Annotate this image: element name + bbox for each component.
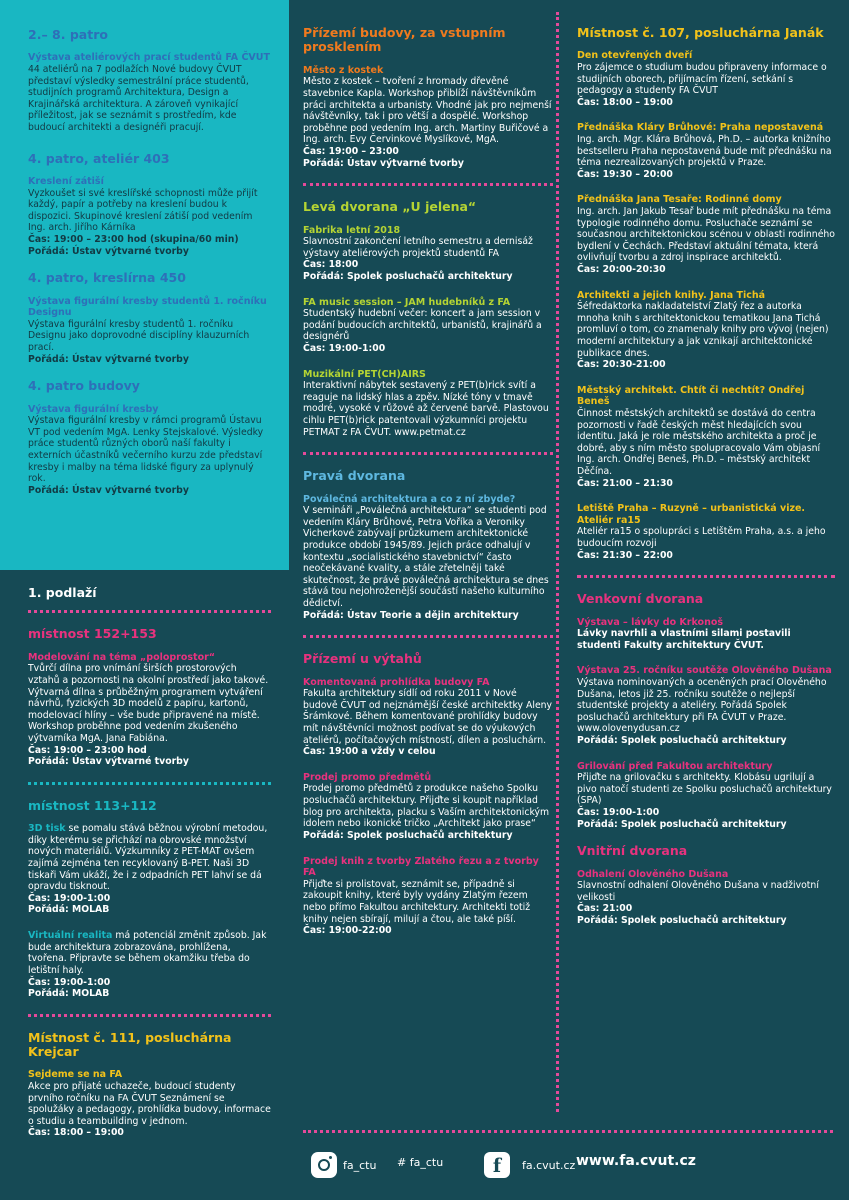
event-organizer: Pořádá: Ústav výtvarné tvorby bbox=[303, 157, 464, 169]
section-heading: 2.– 8. patro bbox=[28, 27, 108, 42]
dotted-divider bbox=[303, 1130, 833, 1133]
event-desc: Prodej promo předmětů z produkce našeho Spolku posluchačů architektury. Přijďte si koupit například blog pro architekta, placku s Vaším architektonickým idolem nebo ikonické tričko „Architekt jako prase“ bbox=[303, 783, 550, 830]
event-title: Přednáška Jana Tesaře: Rodinné domy bbox=[577, 194, 782, 206]
section-heading: Vnitřní dvorana bbox=[577, 843, 688, 859]
section-heading: Levá dvorana „U jelena“ bbox=[303, 199, 477, 215]
event-desc: Výstava figurální kresby studentů 1. ročníku Designu jako doprovodné disciplíny klauzurních prací. bbox=[28, 318, 250, 353]
event-title: Výstava – lávky do Krkonoš bbox=[577, 616, 724, 628]
hashtag-text: # fa_ctu bbox=[397, 1156, 444, 1169]
event-item bbox=[577, 665, 835, 746]
facebook-link[interactable] bbox=[484, 1152, 575, 1178]
event-time: Čas: 18:00 – 19:00 bbox=[577, 96, 673, 108]
event-title: Den otevřených dveří bbox=[577, 50, 693, 62]
event-desc: Lávky navrhli a vlastními silami postavili studenti Fakulty architektury ČVUT. bbox=[577, 628, 791, 651]
dotted-divider bbox=[303, 183, 553, 186]
event-time: Čas: 19:00-1:00 bbox=[577, 807, 660, 819]
facebook-icon: f bbox=[484, 1152, 510, 1178]
event-title: Grilování před Fakultou architektury bbox=[577, 760, 773, 772]
column-2 bbox=[289, 0, 565, 1130]
event-desc: Akce pro přijaté uchazeče, budoucí studenty prvního ročníku na FA ČVUT Seznámení se spolužáky a pedagogy, prohlídka budovy, informace o studiu a teambuilding v jednom. bbox=[28, 1081, 271, 1127]
section-heading: místnost 113+112 bbox=[28, 797, 157, 813]
event-desc: Ateliér ra15 o spolupráci s Letištěm Praha, a.s. a jeho budoucím rozvoji bbox=[577, 526, 826, 550]
section-heading: 4. patro budovy bbox=[28, 378, 140, 394]
website-link[interactable] bbox=[576, 1153, 696, 1169]
event-desc: Vyzkoušet si své kreslířské schopnosti může přijít každý, papír a potřeby na kreslení budou k dispozici. Skupinové kreslení zátiší pod vedením Ing. arch. Jiřího Kárníka bbox=[28, 187, 258, 234]
vertical-dotted-divider bbox=[556, 12, 559, 1112]
event-title: FA music session – JAM hudebníků z FA bbox=[303, 296, 511, 308]
event-time: Čas: 19:00 – 23:00 hod bbox=[28, 744, 147, 756]
event-item bbox=[28, 404, 271, 497]
event-time: Čas: 20:00-20:30 bbox=[577, 264, 666, 276]
event-desc: Pro zájemce o studium budou připraveny informace o studijních oborech, přijímacím řízení, setkání s pedagogy a studenty FA ČVUT bbox=[577, 61, 827, 97]
section-heading: Přízemí budovy, za vstupním prosklením bbox=[303, 25, 506, 55]
column-1 bbox=[0, 0, 289, 1200]
event-item bbox=[577, 290, 835, 371]
event-item bbox=[28, 930, 271, 1000]
event-title: Letiště Praha – Ruzyně – urbanistická vize. Ateliér ra15 bbox=[577, 503, 806, 526]
event-organizer: Pořádá: MOLAB bbox=[28, 988, 110, 1000]
event-item bbox=[28, 652, 271, 768]
event-time: Čas: 19:00-1:00 bbox=[303, 343, 386, 354]
event-organizer: Pořádá: MOLAB bbox=[28, 904, 110, 916]
section-heading: 4. patro, kreslírna 450 bbox=[28, 270, 186, 286]
event-title: Muzikální PET(CH)AIRS bbox=[303, 368, 426, 380]
section-heading: 4. patro, ateliér 403 bbox=[28, 150, 170, 166]
instagram-handle: fa_ctu bbox=[343, 1158, 377, 1172]
event-item bbox=[577, 385, 835, 489]
event-time: Čas: 19:00-1:00 bbox=[28, 892, 111, 904]
event-desc: Město z kostek – tvoření z hromady dřevěné stavebnice Kapla. Workshop přiblíží návštěvníkům práci architekta a urbanisty. Vhodné jak pro nejmenší návštěvníky, tak i pro větší a dospělé. Workshop proběhne pod vedením Ing. arch. Martiny Buřičové a Ing. arch. Evy Červinkové Myslíkové, MgA. bbox=[303, 76, 552, 146]
event-item bbox=[577, 122, 835, 180]
event-time: Čas: 18:00 – 19:00 bbox=[28, 1127, 124, 1139]
event-title: Komentovaná prohlídka budovy FA bbox=[303, 676, 490, 688]
event-desc-text: se pomalu stává běžnou výrobní metodou, díky kterému se přichází na obrovské množství nových materiálů. Výzkumníky z PET-MAT ovšem zajímá zejména ten recyklovaný B-PET. Naši 3D tiskaři Vám ukáží, že i z odpadních PET lahví se dá opravdu tisknout. bbox=[28, 823, 268, 893]
event-item bbox=[28, 1069, 271, 1139]
event-desc: Slavnostní odhalení Olověného Dušana v nadživotní velikosti bbox=[577, 880, 819, 903]
event-title: 3D tisk bbox=[28, 823, 66, 835]
section-heading: Venkovní dvorana bbox=[577, 591, 704, 607]
event-title: Architekti a jejich knihy. Jana Tichá bbox=[577, 289, 766, 301]
event-time: Čas: 19:00 – 23:00 hod (skupina/60 min) bbox=[28, 234, 239, 245]
event-time: Čas: 20:30-21:00 bbox=[577, 359, 666, 371]
dotted-divider bbox=[28, 782, 271, 785]
event-desc: Činnost městských architektů se dostává do centra pozornosti v řadě českých měst hledajících svou identitu. Jaká je role městského architekta a proč je dobré, aby s ním město spolupracovalo Vám objasní Ing. arch. Ondřej Beneš, Ph.D. – městský architekt Děčína. bbox=[577, 408, 821, 478]
event-desc: V semináři „Poválečná architektura“ se studenti pod vedením Kláry Brůhové, Petra Voříka a Veroniky Vicherkové zabývají průzkumem architektonické produkce období 1945/89. Jejich práce odhalují v kontextu „socialistického stavebnictví“ často neočekávané kvality, a stále zřetelněji také skutečnost, že právě poválečná architektura se dnes stává tou nejohroženější součástí našeho kulturního dědictví. bbox=[303, 505, 549, 610]
dotted-divider bbox=[303, 635, 553, 638]
ground-floor-panel bbox=[0, 570, 289, 1200]
event-title: Městský architekt. Chtít či nechtít? Ondřej Beneš bbox=[577, 384, 805, 408]
event-item bbox=[577, 761, 835, 831]
event-time: Čas: 19:30 – 20:00 bbox=[577, 168, 673, 180]
event-title: Výstava figurální kresby studentů 1. ročníku Designu bbox=[28, 295, 267, 319]
event-organizer: Pořádá: Spolek posluchačů architektury bbox=[303, 270, 513, 282]
section-heading: Místnost č. 107, posluchárna Janák bbox=[577, 25, 824, 40]
event-title: Poválečná architektura a co z ní zbyde? bbox=[303, 493, 516, 505]
event-item bbox=[303, 772, 553, 842]
event-organizer: Pořádá: Spolek posluchačů architektury bbox=[577, 735, 787, 747]
event-desc: Slavnostní zakončení letního semestru a dernisáž výstavy ateliérových projektů studentů FA bbox=[303, 236, 533, 259]
event-desc: Fakulta architektury sídlí od roku 2011 v Nové budově ČVUT od nejznámější české architektky Aleny Šrámkové. Během komentované prohlídky budovy mít návštěvníci možnost podívat se do výukových ateliérů, počítačových místností, dílen a posluchárn. bbox=[303, 688, 553, 746]
instagram-link[interactable] bbox=[311, 1152, 376, 1178]
instagram-icon bbox=[311, 1152, 337, 1178]
event-organizer: Pořádá: Ústav Teorie a dějin architektury bbox=[303, 609, 519, 621]
event-item bbox=[303, 65, 553, 169]
event-title: Výstava ateliérových prací studentů FA ČVUT bbox=[28, 52, 270, 64]
facebook-handle: fa.cvut.cz bbox=[522, 1158, 576, 1172]
section-heading: Pravá dvorana bbox=[303, 468, 406, 484]
event-desc: Ing. arch. Mgr. Klára Brůhová, Ph.D. – autorka knižního bestselleru Praha nepostavená bude mít přednášku na téma nezrealizovaných projektů v Praze. bbox=[577, 133, 832, 169]
event-title: Odhalení Olověného Dušana bbox=[577, 868, 729, 880]
event-desc: Přijďte si prolistovat, seznámit se, případně si zakoupit knihy, které byly vydány Zlatým řezem nebo přímo Fakultou architektury. Architekti totiž knihy nejen sbírají, milují a čtou, ale také píší. bbox=[303, 878, 531, 925]
event-item bbox=[303, 677, 553, 758]
dotted-divider bbox=[303, 452, 553, 455]
event-desc bbox=[28, 823, 271, 893]
event-title: Modelování na téma „poloprostor“ bbox=[28, 651, 216, 663]
event-item bbox=[577, 869, 835, 927]
event-title: Virtuální realita bbox=[28, 930, 113, 942]
event-title: Sejdeme se na FA bbox=[28, 1069, 123, 1081]
event-time: Čas: 21:30 – 22:00 bbox=[577, 549, 673, 561]
event-time: Čas: 21:00 – 21:30 bbox=[577, 477, 673, 489]
column-3 bbox=[565, 0, 849, 1130]
event-item bbox=[577, 50, 835, 108]
event-desc: 44 ateliérů na 7 podlažích Nové budovy ČVUT představí výsledky semestrální práce studentů, studijních programů Architektura, Design a Krajinářská architektura. A zároveň vynikající příležitost, jak se seznámit s prostředím, kde budoucí architekti a designéři pracují. bbox=[28, 63, 249, 133]
event-desc: Výstava nominovaných a oceněných prací Olověného Dušana, letos již 25. ročníku soutěže o nejlepší studentské projekty a ateliéry. Pořádá Spolek posluchačů architektury při FA ČVUT v Praze. www.olovenydusan.cz bbox=[577, 677, 827, 735]
hashtag bbox=[397, 1156, 443, 1169]
event-desc: Tvůrčí dílna pro vnímání širších prostorových vztahů a pozornosti na okolní prostředí jako takové. Výtvarná dílna s průběžným programem vytváření návrhů, fyzických 3D modelů z papíru, kartonů, modelovací hlíny – vše bude připravené na místě. Workshop proběhne pod vedením zkušeného výtvarníka MgA. Jana Fabiána. bbox=[28, 663, 269, 744]
event-desc: Ing. arch. Jan Jakub Tesař bude mít přednášku na téma typologie rodinného domu. Posluchače seznámí se současnou architektonickou scénou v oblasti rodinného bydlení v Čechách. Představí aktuální témata, která ovlivňují tvorbu a zdroj inspirace architektů. bbox=[577, 205, 835, 264]
dotted-divider bbox=[577, 575, 835, 578]
event-desc-text: má potenciál změnit způsob. Jak bude architektura zobrazována, prohlížena, tvořena. Připravte se během okamžiku třeba do letištní haly. bbox=[28, 930, 267, 976]
event-item bbox=[303, 494, 553, 622]
event-title: Prodej knih z tvorby Zlatého řezu a z tvorby FA bbox=[303, 855, 539, 879]
event-title: Město z kostek bbox=[303, 64, 384, 76]
dotted-divider bbox=[28, 1014, 271, 1017]
event-organizer: Pořádá: Spolek posluchačů architektury bbox=[577, 915, 787, 927]
section-heading: Místnost č. 111, posluchárna Krejcar bbox=[28, 1029, 232, 1060]
event-organizer: Pořádá: Spolek posluchačů architektury bbox=[303, 829, 513, 841]
upper-floors-panel bbox=[0, 0, 289, 570]
event-desc: Studentský hudební večer: koncert a jam session v podání budoucích architektů, urbanistů, krajinářů a designérů bbox=[303, 308, 542, 343]
event-time: Čas: 21:00 bbox=[577, 903, 633, 915]
event-item bbox=[28, 176, 271, 257]
event-title: Prodej promo předmětů bbox=[303, 771, 432, 783]
event-item bbox=[303, 225, 553, 283]
event-organizer: Pořádá: Ústav výtvarné tvorby bbox=[28, 353, 189, 365]
event-item bbox=[303, 297, 553, 355]
dotted-divider bbox=[28, 610, 271, 613]
event-item bbox=[577, 194, 835, 275]
event-title: Výstava 25. ročníku soutěže Olověného Dušana bbox=[577, 665, 832, 677]
event-time: Čas: 19:00 – 23:00 bbox=[303, 145, 399, 157]
event-item bbox=[28, 52, 271, 133]
event-item bbox=[303, 369, 553, 439]
event-time: Čas: 18:00 bbox=[303, 259, 359, 271]
event-organizer: Pořádá: Ústav výtvarné tvorby bbox=[28, 756, 189, 768]
event-time: Čas: 19:00-22:00 bbox=[303, 925, 392, 937]
event-desc: Interaktivní nábytek sestavený z PET(b)rick svítí a reaguje na lidský hlas a zpěv. Nízké tóny v tmavě modré, vysoké v růžové až červené barvě. Plastovou cihlu PET(b)rick patentovali výzkumníci projektu PETMAT z FA ČVUT. www.petmat.cz bbox=[303, 380, 549, 438]
event-desc: Šéfredaktorka nakladatelství Zlatý řez a autorka mnoha knih s architektonickou tematikou Jana Tichá promluví o tom, co znamenaly knihy pro vývoj (nejen) moderní architektury a jak vznikají architektonické publikace dnes. bbox=[577, 301, 829, 359]
event-item bbox=[577, 503, 835, 561]
event-organizer: Pořádá: Ústav výtvarné tvorby bbox=[28, 484, 189, 496]
event-title: Přednáška Kláry Brůhové: Praha nepostavená bbox=[577, 122, 824, 134]
event-time: Čas: 19:00-1:00 bbox=[28, 976, 111, 988]
event-item bbox=[28, 823, 271, 916]
event-title: Fabrika letní 2018 bbox=[303, 224, 401, 236]
event-desc: Přijďte na grilovačku s architekty. Klobásu ugrilují a pivo natočí studenti ze Spolku posluchačů architektury (SPA) bbox=[577, 772, 832, 807]
event-title: Výstava figurální kresby bbox=[28, 403, 159, 415]
event-desc bbox=[28, 930, 271, 976]
section-heading: 1. podlaží bbox=[28, 585, 97, 600]
event-item bbox=[577, 617, 835, 652]
section-heading: Přízemí u výtahů bbox=[303, 651, 422, 667]
event-desc: Výstava figurální kresby v rámci programů Ústavu VT pod vedením MgA. Lenky Stejskalové. Výsledky práce studentů různých oborů naší fakulty i externích účastníků večerního kurzu zde představí kresby i malby na téma lidské figury za uplynulý rok. bbox=[28, 415, 264, 485]
event-item bbox=[28, 296, 271, 366]
event-organizer: Pořádá: Ústav výtvarné tvorby bbox=[28, 245, 189, 257]
event-item bbox=[303, 856, 553, 937]
event-organizer: Pořádá: Spolek posluchačů architektury bbox=[577, 818, 787, 830]
event-title: Kreslení zátiší bbox=[28, 175, 104, 187]
footer bbox=[289, 1130, 849, 1200]
website-url: www.fa.cvut.cz bbox=[576, 1153, 696, 1169]
event-time: Čas: 19:00 a vždy v celou bbox=[303, 746, 436, 758]
section-heading: místnost 152+153 bbox=[28, 626, 157, 642]
